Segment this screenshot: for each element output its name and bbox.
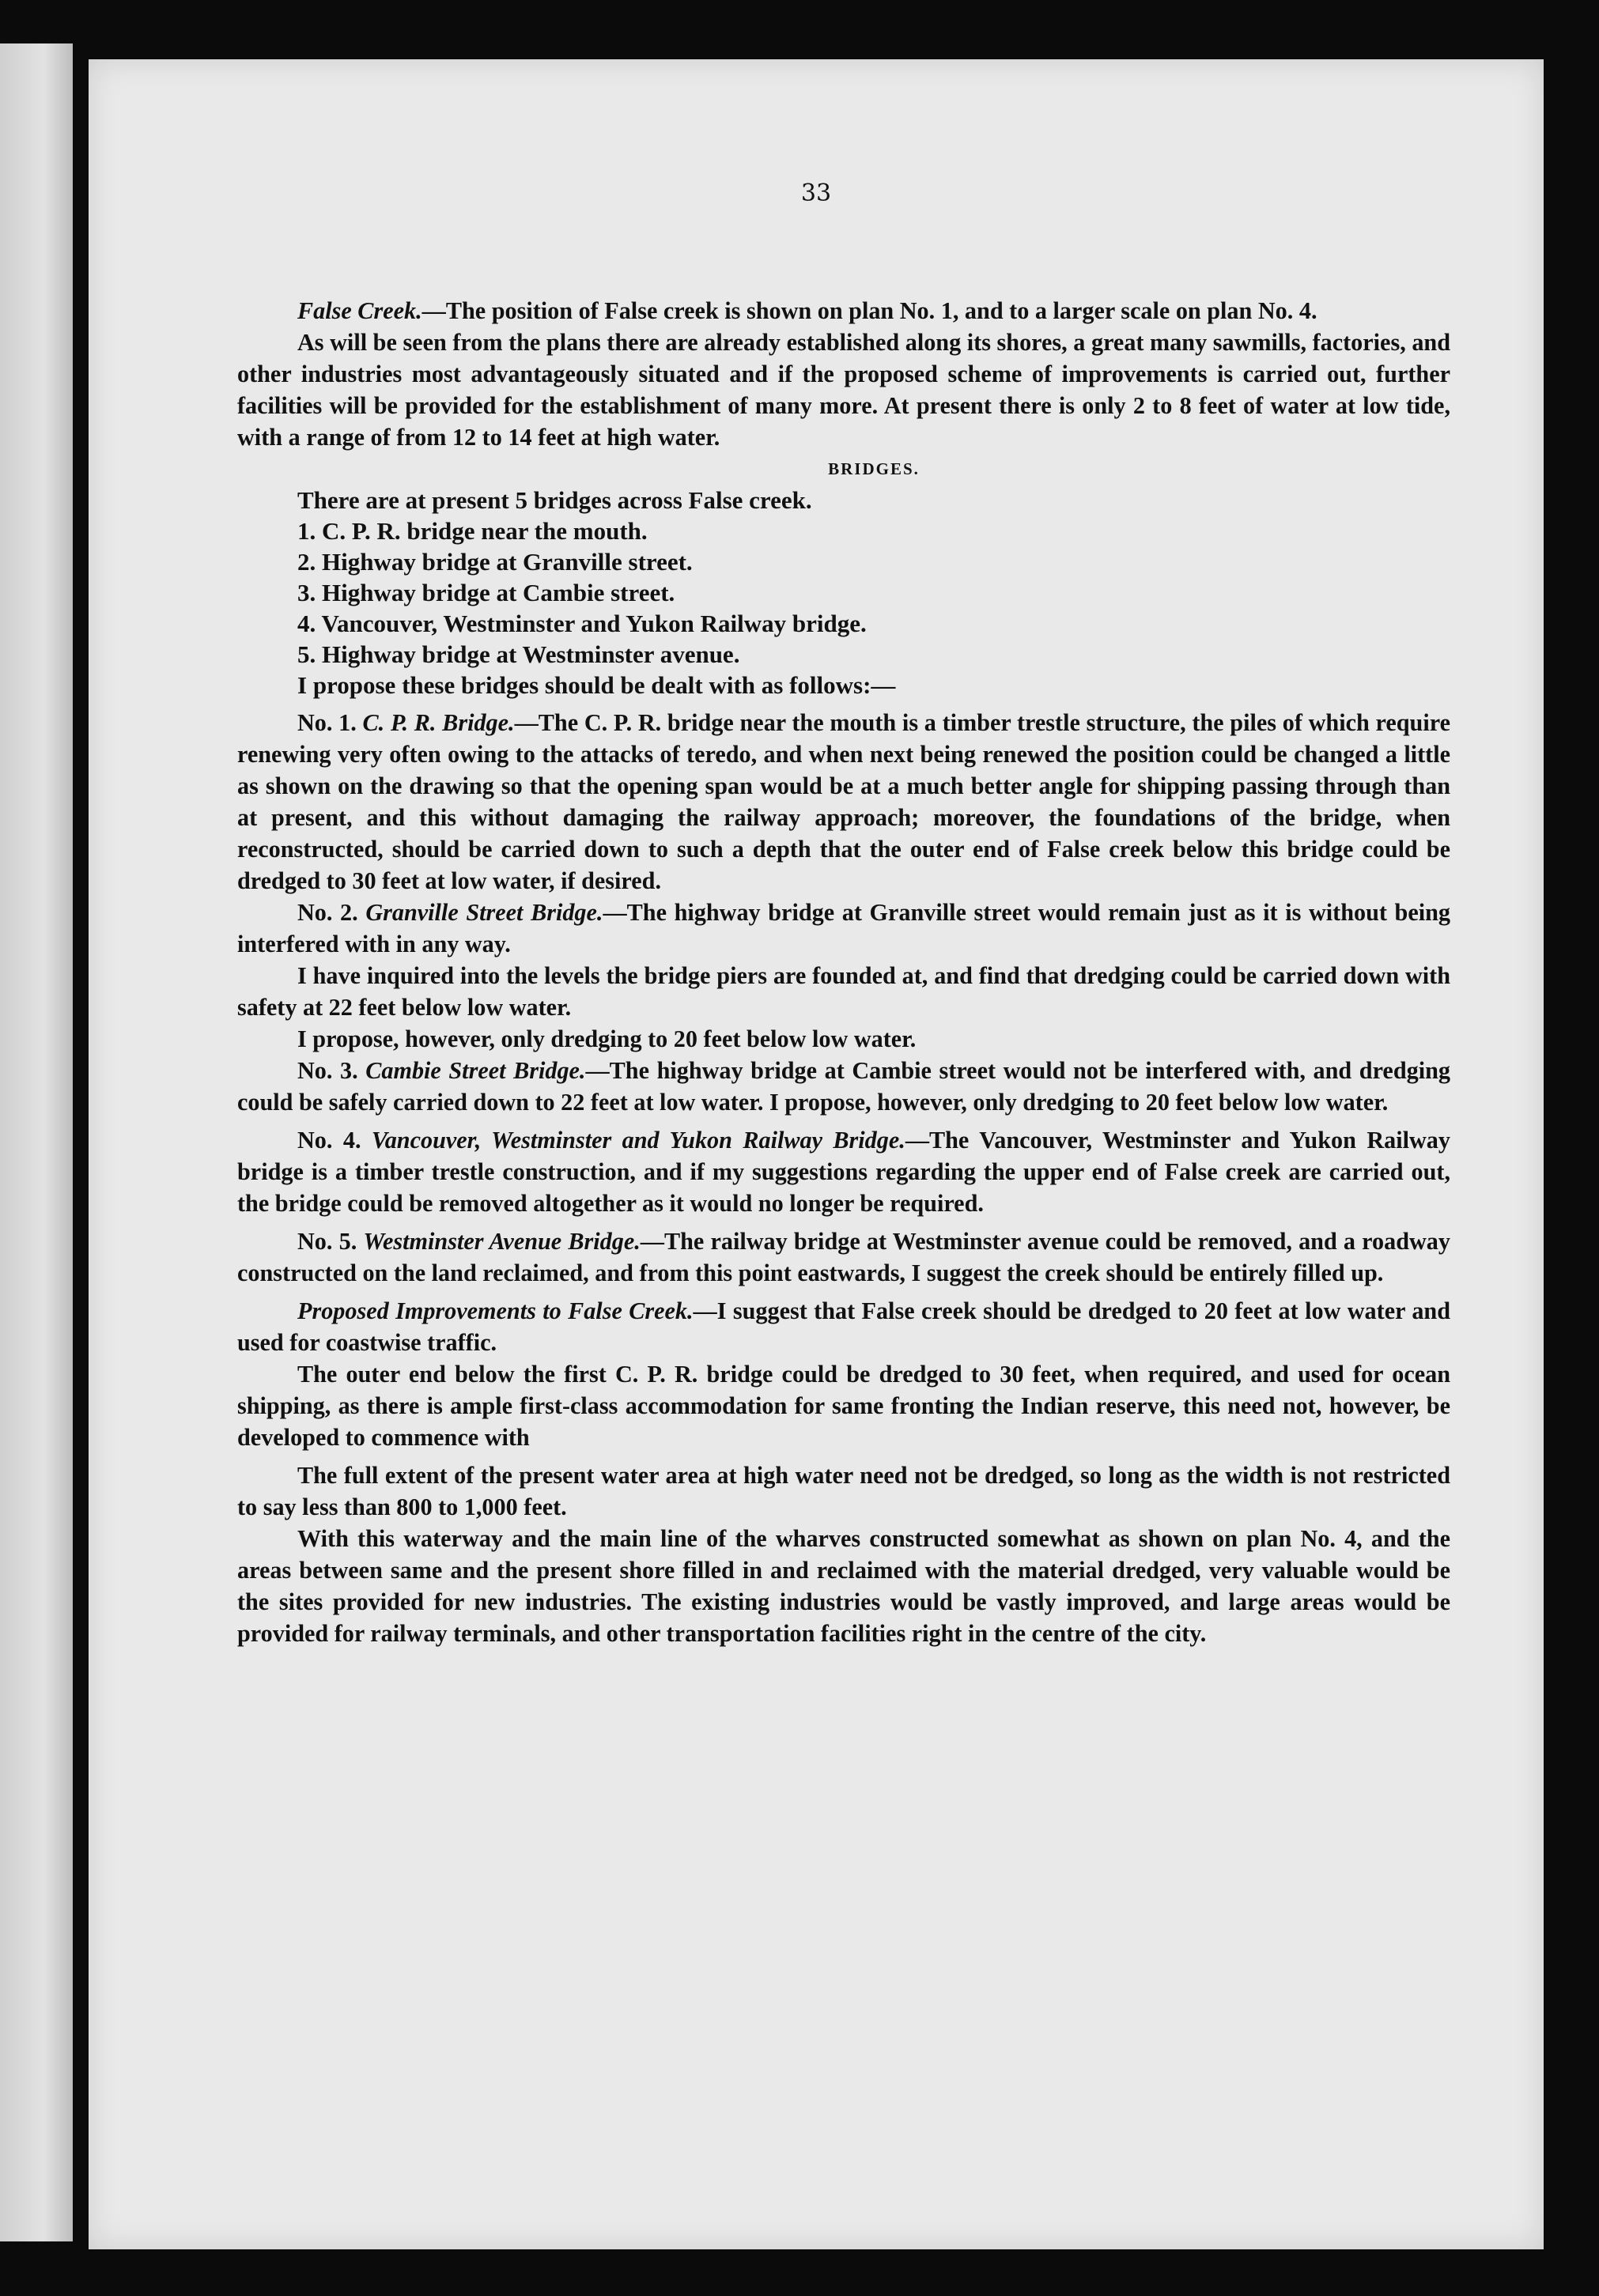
bridge-no3-text: —The highway bridge at Cambie street would not be interfered with, and dredging could be safely carried down to 22 feet at low water. I propose, however, only dredging to 20 feet below low water. — [237, 1057, 1450, 1116]
list-item: 4. Vancouver, Westminster and Yukon Railway bridge. — [297, 610, 867, 637]
bridges-intro: There are at present 5 bridges across False creek. — [297, 486, 812, 514]
bridge-no4-text: —The Vancouver, Westminster and Yukon Railway bridge is a timber trestle construction, and if my suggestions regarding the upper end of False creek are carried out, the bridge could be removed altogether as it would no longer be required. — [237, 1127, 1450, 1217]
bridge-no3-paragraph — [237, 1055, 1450, 1118]
improvements-paragraph-4: With this waterway and the main line of the wharves constructed somewhat as shown on plan No. 4, and the areas between same and the present shore filled in and reclaimed with the material dredged, very valuable would be the sites provided for new industries. The existing industries would be vastly improved, and large areas would be provided for railway terminals, and other transportation facilities right in the centre of the city. — [237, 1525, 1450, 1647]
improvements-paragraph-1 — [237, 1295, 1450, 1358]
page-number: 33 — [800, 179, 832, 207]
bridge-no5-label: No. 5. — [297, 1228, 357, 1255]
bridge-no4-title: Vancouver, Westminster and Yukon Railway Bridge. — [371, 1127, 905, 1154]
bridge-no3-label: No. 3. — [297, 1057, 358, 1084]
bridge-no5-text: —The railway bridge at Westminster avenue could be removed, and a roadway constructed on the land reclaimed, and from this point eastwards, I suggest the creek should be entirely filled up. — [237, 1228, 1450, 1286]
facing-page-edge — [0, 43, 73, 2241]
improvements-text-1: —I suggest that False creek should be dredged to 20 feet at low water and used for coastwise traffic. — [237, 1297, 1450, 1356]
bridges-list — [237, 515, 1450, 670]
bridge-no1-label: No. 1. — [297, 709, 357, 736]
bridge-no1-title: C. P. R. Bridge. — [362, 709, 515, 736]
bridge-no2-paragraph — [237, 897, 1450, 960]
false-creek-text-1: —The position of False creek is shown on plan No. 1, and to a larger scale on plan No. 4. — [421, 297, 1317, 324]
bridge-no4-label: No. 4. — [297, 1127, 361, 1154]
bridge-no1-paragraph — [237, 707, 1450, 897]
improvements-paragraph-2: The outer end below the first C. P. R. bridge could be dredged to 30 feet, when required, and used for ocean shipping, as there is ample first-class accommodation for same fronting the Indian reserve, this need not, however, be developed to commence with — [237, 1361, 1450, 1451]
bridges-proposal: I propose these bridges should be dealt with as follows:— — [297, 671, 896, 699]
list-item: 2. Highway bridge at Granville street. — [297, 548, 693, 576]
false-creek-paragraph-1 — [237, 295, 1450, 327]
list-item: 5. Highway bridge at Westminster avenue. — [297, 640, 740, 668]
bridge-no2-title: Granville Street Bridge. — [365, 899, 603, 926]
document-page — [89, 59, 1544, 2249]
improvements-paragraph-3: The full extent of the present water area at high water need not be dredged, so long as the width is not restricted to say less than 800 to 1,000 feet. — [237, 1462, 1450, 1520]
bridge-no2-paragraph-3: I propose, however, only dredging to 20 feet below low water. — [297, 1025, 917, 1052]
section-title-false-creek: False Creek. — [297, 297, 422, 324]
bridge-no1-text: —The C. P. R. bridge near the mouth is a timber trestle structure, the piles of which require renewing very often owing to the attacks of teredo, and when next being renewed the position could be changed a little as shown on the drawing so that the opening span would be at a much better angle for shipping passing through than at present, and this without damaging the railway approach; moreover, the foundations of the bridge, when reconstructed, should be carried down to such a depth that the outer end of False creek below this bridge could be dredged to 30 feet at low water, if desired. — [237, 709, 1450, 894]
bridge-no4-paragraph — [237, 1124, 1450, 1219]
page-body — [237, 295, 1450, 1649]
bridges-heading: BRIDGES. — [828, 459, 920, 478]
false-creek-paragraph-2: As will be seen from the plans there are already established along its shores, a great many sawmills, factories, and other industries most advantageously situated and if the proposed scheme of improvements is carried out, further facilities will be provided for the establishment of many more. At present there is only 2 to 8 feet of water at low tide, with a range of from 12 to 14 feet at high water. — [237, 329, 1450, 451]
bridge-no5-paragraph — [237, 1225, 1450, 1289]
list-item: 1. C. P. R. bridge near the mouth. — [297, 517, 648, 545]
bridge-no5-title: Westminster Avenue Bridge. — [363, 1228, 641, 1255]
bridge-no2-paragraph-2: I have inquired into the levels the bridge piers are founded at, and find that dredging could be carried down with safety at 22 feet below low water. — [237, 962, 1450, 1021]
bridge-no2-text: —The highway bridge at Granville street would remain just as it is without being interfered with in any way. — [237, 899, 1450, 957]
bridge-no2-label: No. 2. — [297, 899, 358, 926]
improvements-title: Proposed Improvements to False Creek. — [297, 1297, 694, 1324]
bridge-no3-title: Cambie Street Bridge. — [365, 1057, 586, 1084]
list-item: 3. Highway bridge at Cambie street. — [297, 579, 675, 606]
